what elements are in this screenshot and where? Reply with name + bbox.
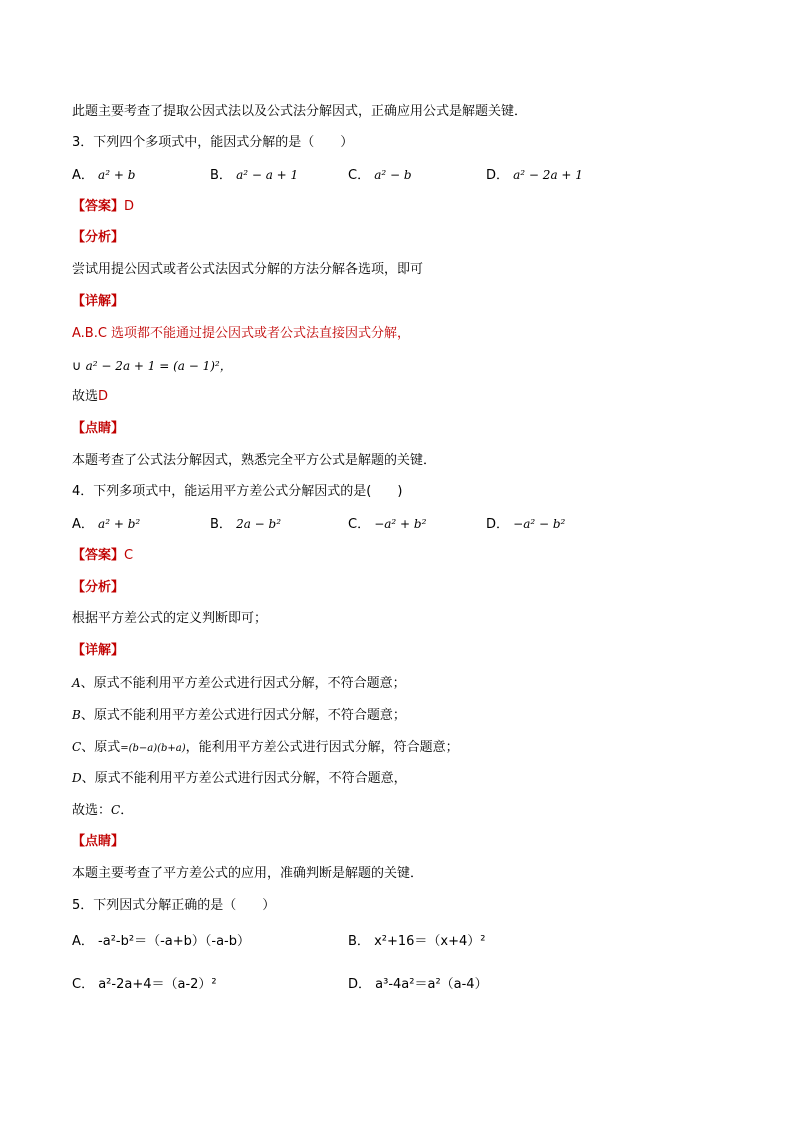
option-label: D． — [348, 977, 372, 992]
option-expr: a² + b² — [98, 517, 141, 531]
detail-letter: B — [72, 708, 81, 722]
option-expr: 2a − b² — [236, 517, 282, 531]
answer-tag: 【答案】 — [72, 199, 125, 214]
detail-text-end: ，能利用平方差公式进行因式分解，符合题意； — [185, 740, 459, 755]
q3-answer — [72, 198, 134, 216]
q5-stem: 5．下列因式分解正确的是（ ） — [72, 898, 276, 913]
option-label: B． — [210, 168, 232, 183]
option-label: C． — [348, 517, 371, 532]
q3-detail-1 — [72, 325, 410, 343]
intro-text: 此题主要考查了提取公因式法以及公式法分解因式，正确应用公式是解题关键． — [72, 104, 528, 119]
detail-letter: D — [72, 771, 82, 785]
q4-option-c — [348, 515, 426, 534]
q3-detail-3 — [72, 388, 108, 406]
q4-detail-d — [72, 769, 407, 788]
detail-expr: =(b−a)(b+a) — [120, 743, 186, 754]
choose-text: 故选： — [72, 803, 112, 818]
q3-comment-tag: 【点睛】 — [72, 421, 125, 436]
option-label: C． — [72, 977, 95, 992]
q4-detail-b — [72, 706, 406, 725]
option-label: B． — [210, 517, 232, 532]
q3-analysis: 尝试用提公因式或者公式法因式分解的方法分解各选项，即可 — [72, 262, 424, 277]
option-expr: a²-2a+4＝（a-2）² — [98, 977, 217, 992]
answer-value: C — [124, 548, 134, 563]
q4-analysis-tag: 【分析】 — [72, 580, 125, 595]
q4-comment-tag: 【点睛】 — [72, 834, 125, 849]
q4-detail-a — [72, 674, 406, 693]
detail-text: 、原式不能利用平方差公式进行因式分解，不符合题意； — [80, 676, 406, 691]
q4-answer — [72, 547, 133, 565]
choose-answer: D — [98, 389, 109, 404]
q4-detail-tag: 【详解】 — [72, 643, 125, 658]
option-expr: −a² − b² — [513, 517, 566, 531]
q4-option-d — [486, 515, 565, 534]
answer-tag: 【答案】 — [72, 548, 125, 563]
option-expr: a² + b — [98, 168, 136, 182]
q3-detail-tag: 【详解】 — [72, 294, 125, 309]
q4-comment: 本题主要考查了平方差公式的应用，准确判断是解题的关键． — [72, 866, 424, 881]
option-label: B． — [348, 934, 370, 949]
detail-letter: A — [72, 676, 81, 690]
q4-choose — [72, 801, 133, 820]
q3-analysis-tag: 【分析】 — [72, 230, 125, 245]
q4-stem: 4．下列多项式中，能运用平方差公式分解因式的是( ) — [72, 484, 403, 499]
q3-stem: 3．下列四个多项式中，能因式分解的是（ ） — [72, 135, 354, 150]
option-expr: a² − b — [374, 168, 412, 182]
q3-option-a — [72, 166, 135, 185]
detail-options: A.B.C 选项都不能通过提公因式或者公式法直接因式分解， — [72, 326, 411, 341]
q4-option-a — [72, 515, 140, 534]
choose-suffix: ． — [120, 803, 134, 818]
option-expr: a³-4a²＝a²（a-4） — [375, 977, 488, 992]
q5-option-b — [348, 933, 485, 951]
choose-letter: C — [111, 803, 121, 817]
q4-detail-c — [72, 738, 459, 758]
q5-option-d — [348, 976, 488, 994]
q3-option-d — [486, 166, 583, 185]
option-expr: a² − a + 1 — [236, 168, 299, 182]
detail-letter: C — [72, 740, 82, 754]
option-label: A． — [72, 517, 94, 532]
option-expr: x²+16＝（x+4）² — [374, 934, 486, 949]
option-expr: −a² + b² — [374, 517, 427, 531]
q5-option-a — [72, 933, 250, 951]
option-label: D． — [486, 517, 510, 532]
because-symbol: ∪ — [72, 359, 82, 374]
detail-expr: a² − 2a + 1 = (a − 1)²， — [85, 359, 232, 373]
q3-option-c — [348, 166, 412, 185]
q3-detail-2 — [72, 357, 232, 376]
option-label: C． — [348, 168, 371, 183]
answer-value: D — [124, 199, 135, 214]
detail-text: 、原式不能利用平方差公式进行因式分解，不符合题意； — [80, 708, 406, 723]
detail-text: 、原式 — [81, 740, 121, 755]
option-label: D． — [486, 168, 510, 183]
q5-option-c — [72, 976, 217, 994]
q3-comment: 本题考查了公式法分解因式，熟悉完全平方公式是解题的关键． — [72, 453, 437, 468]
option-expr: -a²-b²＝（-a+b）（-a-b） — [98, 934, 250, 949]
detail-text: 、原式不能利用平方差公式进行因式分解，不符合题意， — [81, 771, 407, 786]
option-label: A． — [72, 168, 94, 183]
option-label: A． — [72, 934, 94, 949]
option-expr: a² − 2a + 1 — [513, 168, 583, 182]
q4-option-b — [210, 515, 281, 534]
q4-analysis: 根据平方差公式的定义判断即可； — [72, 611, 268, 626]
q3-option-b — [210, 166, 298, 185]
choose-text: 故选 — [72, 389, 99, 404]
